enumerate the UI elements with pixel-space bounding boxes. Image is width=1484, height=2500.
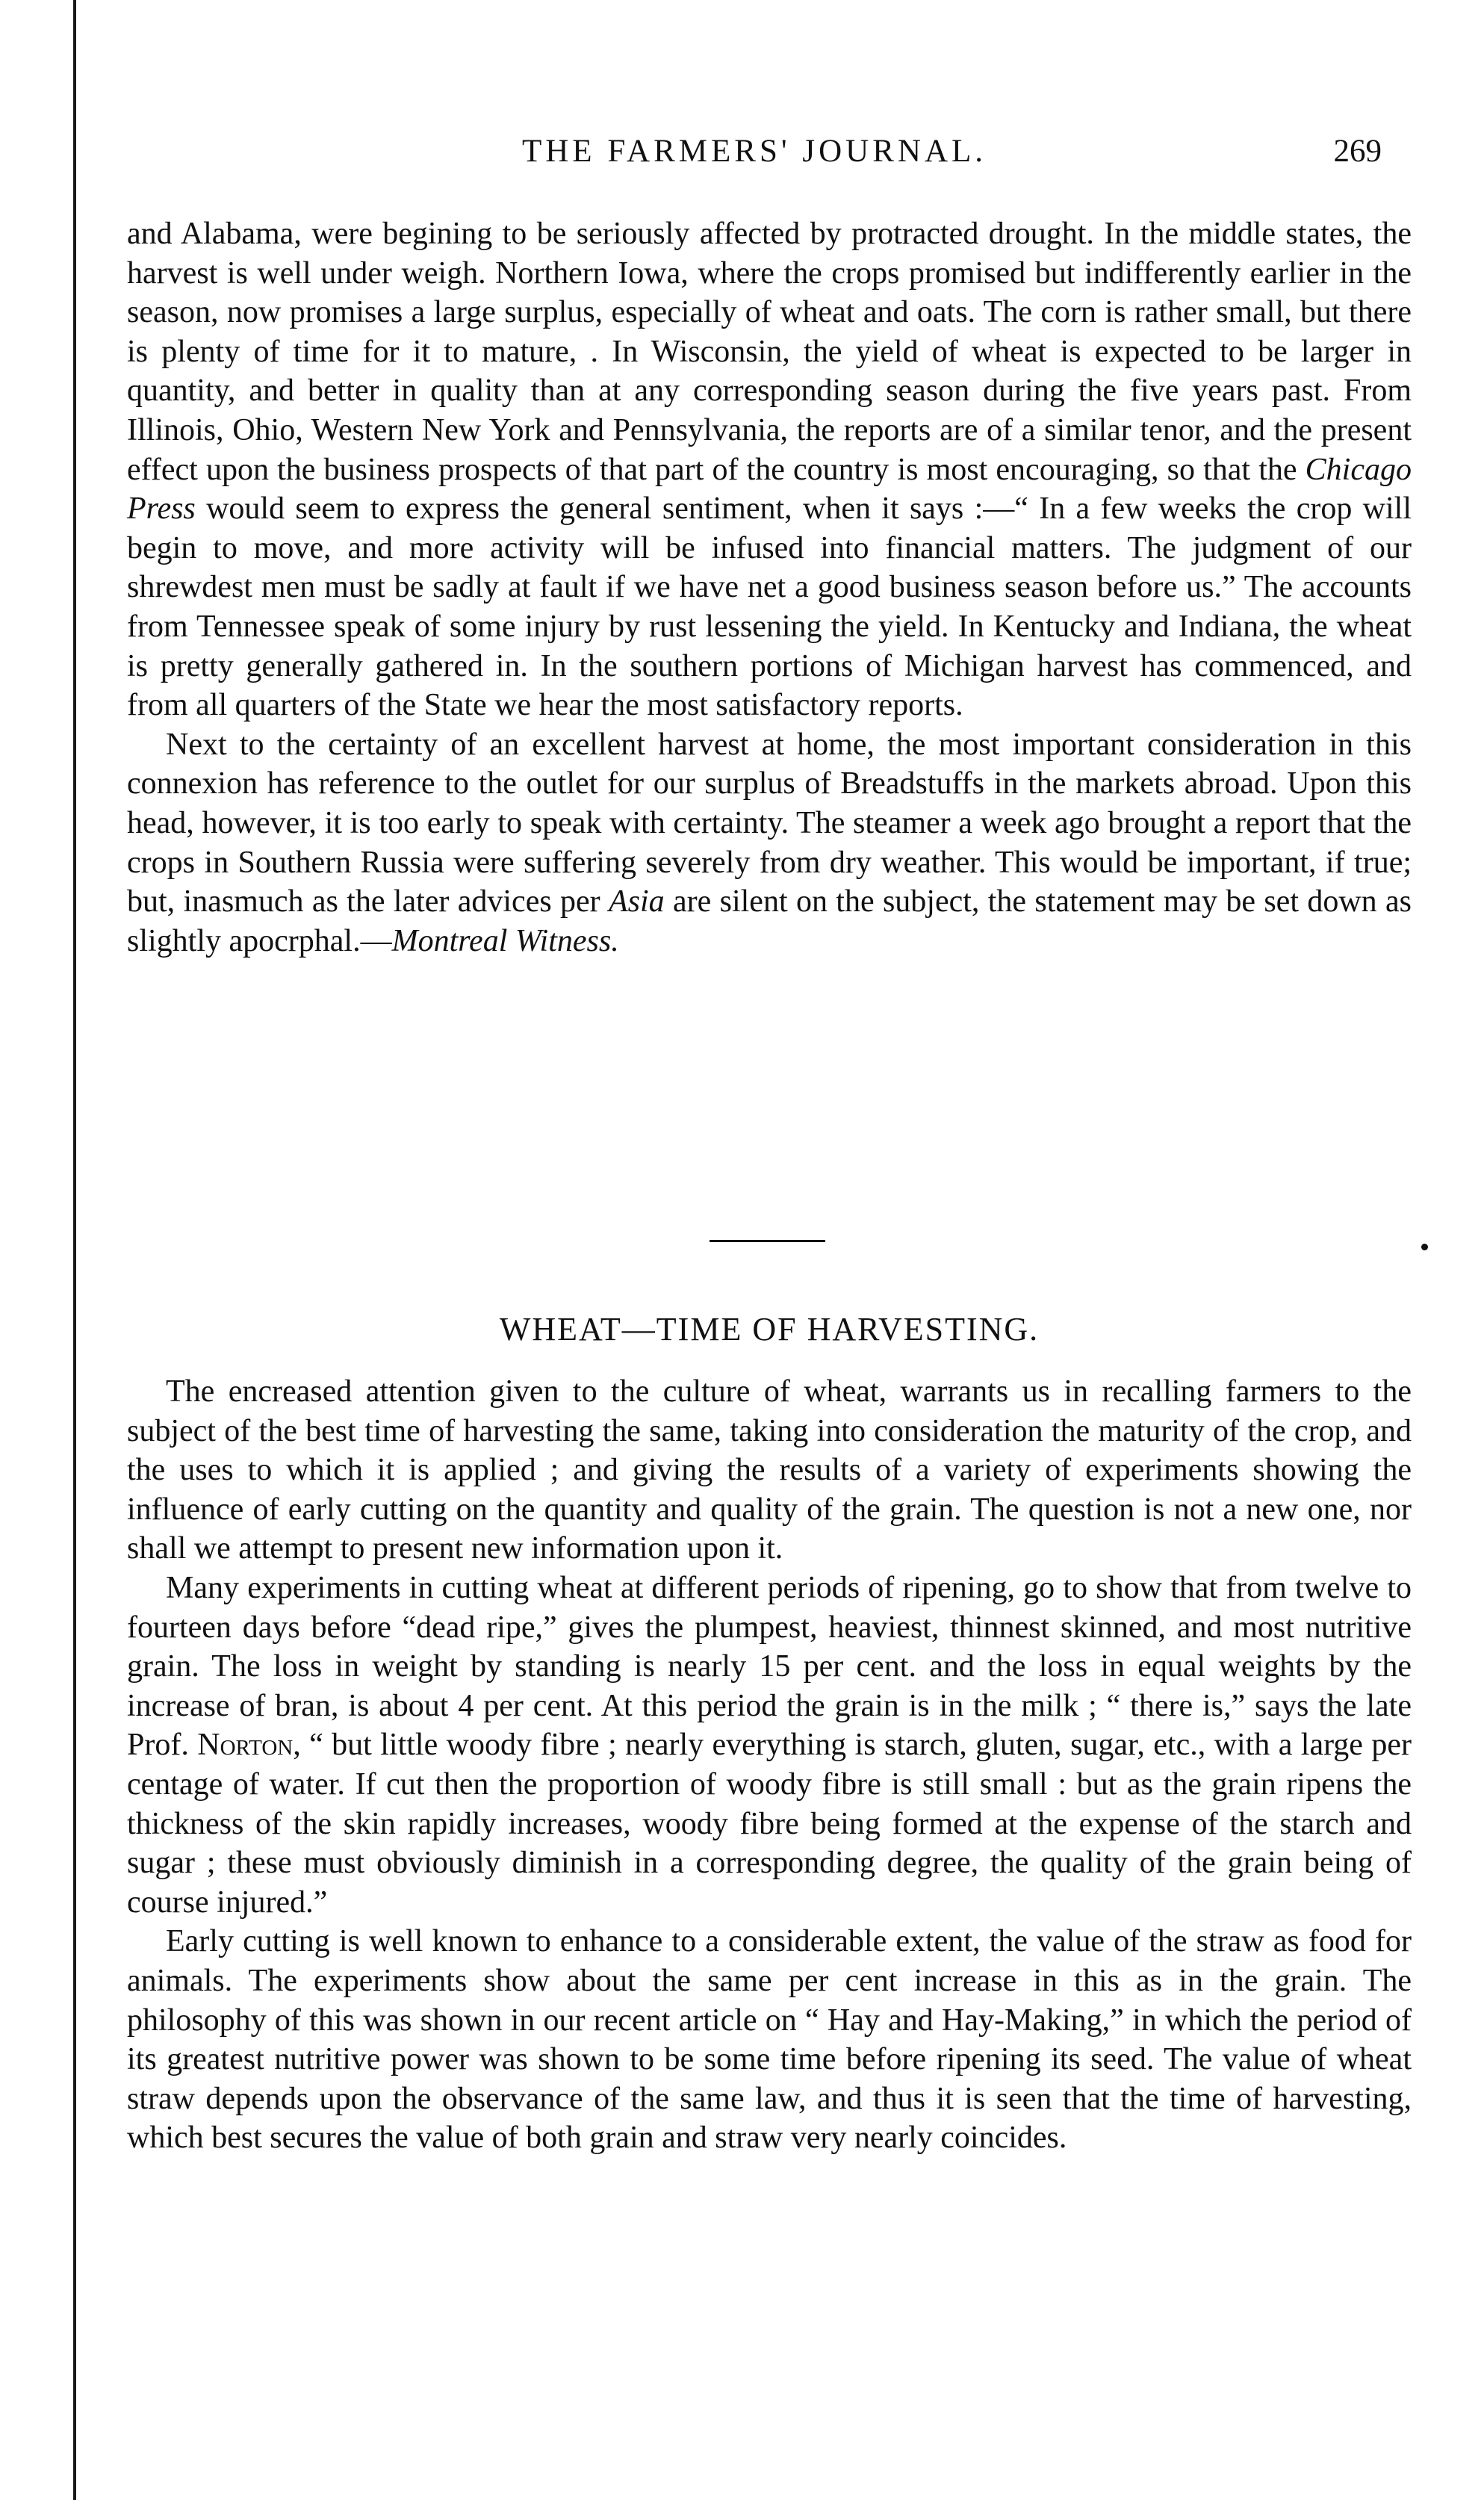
paragraph-text: and Alabama, were begining to be seriously affected by protracted drought. In the middle states, the harvest is well under weigh. Northern Iowa, where the crops promised but indifferently earlier in the season, now promises a large surplus, especially of wheat and oats. The corn is rather small, but there is plenty of time for it to mature, . In Wisconsin, the yield of wheat is expected to be larger in quantity, and better in quality than at any corresponding season during the five years past. From Illinois, Ohio, Western New York and Pennsylvania, the reports are of a similar tenor, and the present effect upon the business prospects of that part of the country is most encouraging, so that the — [127, 217, 1412, 487]
page-left-edge — [73, 0, 76, 2500]
author-name: Norton — [197, 1728, 294, 1763]
paragraph-experiments — [127, 1569, 1412, 1922]
paragraph-text: Many experiments in cutting wheat at different periods of ripening, go to show that from twelve to fourteen days before “dead ripe,” gives the plumpest, heaviest, thinnest skinned, and most nutritive grain. The loss in weight by standing is nearly 15 per cent. and the loss in equal weights by the increase of bran, is about 4 per cent. At this period the grain is in the milk ; “ there is,” says the late Prof. — [127, 1570, 1412, 1763]
paragraph-text: , “ but little woody fibre ; nearly everything is starch, gluten, sugar, etc., with a large per centage of water. If cut then the proportion of woody fibre is still small : but as the grain ripens the thickness of the skin rapidly increases, woody fibre being formed at the expense of the starch and sugar ; these must obviously diminish in a corresponding degree, the quality of the grain being of course injured.” — [127, 1728, 1412, 1920]
article-wheat-harvesting — [127, 1372, 1412, 2158]
paragraph-harvest-reports — [127, 214, 1412, 725]
journal-title: THE FARMERS' JOURNAL. — [521, 134, 987, 169]
paragraph-straw: Early cutting is well known to enhance to a considerable extent, the value of the straw as food for animals. The experiments show about the same per cent increase in this as in the grain. The philosophy of this was shown in our recent article on “ Hay and Hay-Making,” in which the period of its greatest nutritive power was shown to be some time before ripening its seed. The value of wheat straw depends upon the observance of the same law, and thus it is seen that the time of harvesting, which best secures the value of both grain and straw very nearly coincides. — [127, 1924, 1412, 2156]
running-head — [119, 133, 1389, 178]
article-heading: WHEAT—TIME OF HARVESTING. — [499, 1311, 1040, 1347]
paragraph-text: are silent on the subject, the statement may be set down as slightly apocrphal.— — [127, 884, 1412, 958]
paragraph-text: would seem to express the general sentiment, when it says :—“ In a few weeks the crop will begin to move, and more activity will be infused into financial matters. The judgment of our shrewdest men must be sadly at fault if we have net a good business season before us.” The accounts from Tennessee speak of some injury by rust lessening the yield. In Kentucky and Indiana, the wheat is pretty generally gathered in. In the southern portions of Michigan harvest has commenced, and from all quarters of the State we hear the most satisfactory reports. — [127, 491, 1412, 723]
paragraph-text: Next to the certainty of an excellent harvest at home, the most important consideration in this connexion has reference to the outlet for our surplus of Breadstuffs in the markets abroad. Upon this head, however, it is too early to speak with certainty. The steamer a week ago brought a report that the crops in Southern Russia were suffering severely from dry weather. This would be important, if true; but, inasmuch as the later advices per — [127, 727, 1412, 919]
paragraph-intro: The encreased attention given to the culture of wheat, warrants us in recalling farmers to the subject of the best time of harvesting the same, taking into consideration the maturity of the crop, and the uses to which it is applied ; and giving the results of a variety of experiments showing the influence of early cutting on the quantity and quality of the grain. The question is not a new one, nor shall we attempt to present new information upon it. — [127, 1374, 1412, 1566]
page-number: 269 — [1333, 134, 1382, 169]
article-continuation — [127, 214, 1412, 961]
paragraph-breadstuffs — [127, 725, 1412, 961]
steamer-name: Asia — [609, 884, 665, 919]
source-attribution: Montreal Witness. — [391, 923, 619, 958]
ink-dot — [1421, 1244, 1428, 1250]
section-divider — [710, 1240, 825, 1242]
newspaper-name: Chicago Press — [127, 452, 1412, 527]
